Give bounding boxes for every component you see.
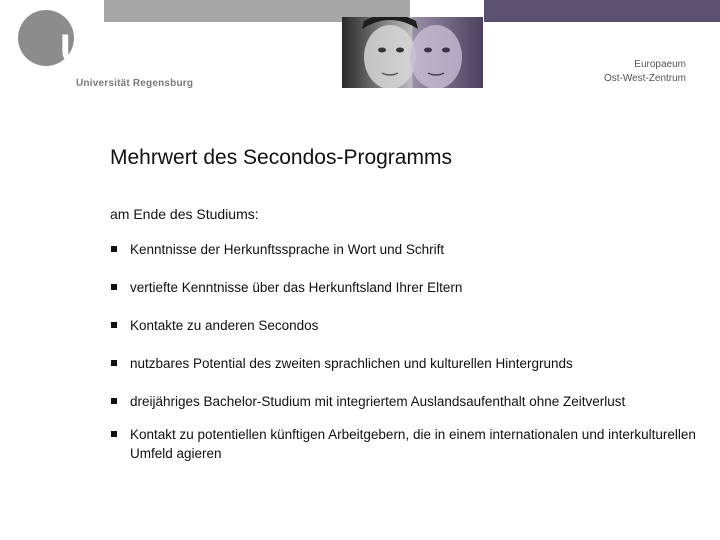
bullet-marker-icon [111, 246, 117, 252]
bullet-marker-icon [111, 284, 117, 290]
bullet-text: Kenntnisse der Herkunftssprache in Wort und Schrift [130, 242, 445, 257]
bullet-text: vertiefte Kenntnisse über das Herkunftsland Ihrer Eltern [130, 280, 463, 295]
institute-name [604, 58, 686, 86]
bullet-item [110, 425, 700, 463]
header-bar-purple [484, 0, 720, 22]
bullet-item [110, 316, 700, 335]
bullet-text: Kontakt zu potentiellen künftigen Arbeitgebern, die in einem internationalen und interkulturellen Umfeld agieren [130, 427, 696, 461]
institute-line-1: Europaeum [634, 59, 686, 70]
bullet-text: Kontakte zu anderen Secondos [130, 318, 319, 333]
bullet-text: dreijähriges Bachelor-Studium mit integriertem Auslandsaufenthalt ohne Zeitverlust [130, 394, 626, 409]
slide-subtitle: am Ende des Studiums: [110, 206, 259, 222]
bullet-item [110, 392, 700, 411]
bullet-marker-icon [111, 360, 117, 366]
bullet-item [110, 354, 700, 373]
bullet-item [110, 278, 700, 297]
bullet-text: nutzbares Potential des zweiten sprachlichen und kulturellen Hintergrunds [130, 356, 573, 371]
bullet-marker-icon [111, 322, 117, 328]
university-name: Universität Regensburg [76, 78, 194, 89]
bullet-list [110, 240, 700, 482]
portrait-image [342, 17, 483, 88]
bullet-item [110, 240, 700, 259]
bullet-marker-icon [111, 431, 117, 437]
logo-letters: UR [60, 27, 118, 71]
institute-line-2: Ost-West-Zentrum [603, 73, 686, 84]
slide-title: Mehrwert des Secondos-Programms [110, 146, 452, 169]
bullet-marker-icon [111, 398, 117, 404]
